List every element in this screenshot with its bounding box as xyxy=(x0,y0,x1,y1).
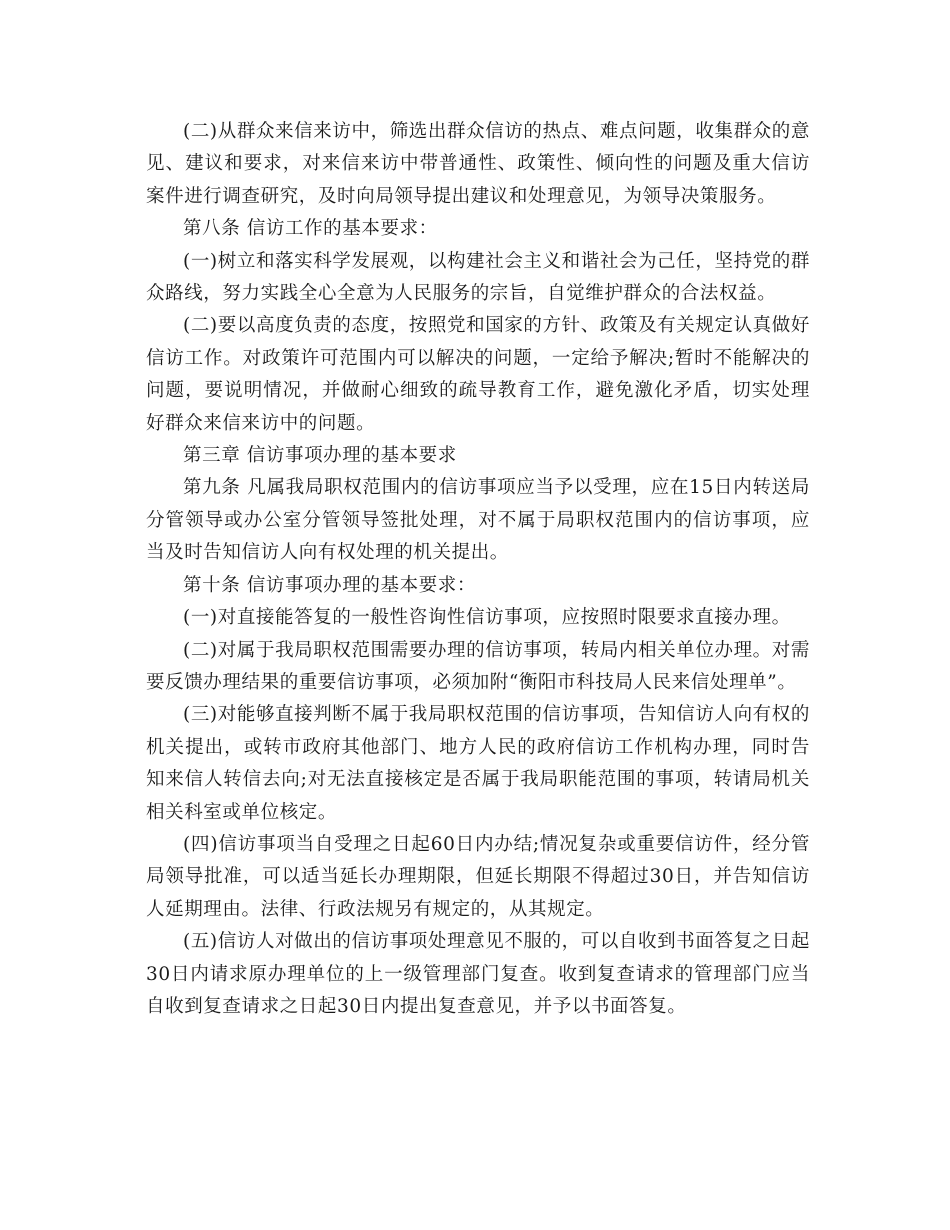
chapter-3-heading: 第三章 信访事项办理的基本要求 xyxy=(183,445,457,467)
article-10-item-2: (二)对属于我局职权范围需要办理的信访事项，转局内相关单位办理。对需要反馈办理结果的重要信访事项，必须加附“衡阳市科技局人民来信处理单”。 xyxy=(146,639,810,693)
paragraph-item-2-b: (二)要以高度负责的态度，按照党和国家的方针、政策及有关规定认真做好信访工作。对政策许可范围内可以解决的问题，一定给予解决;暂时不能解决的问题，要说明情况，并做耐心细致的疏导教育工作，避免激化矛盾，切实处理好群众来信来访中的问题。 xyxy=(146,315,810,434)
article-9-paragraph: 第九条 凡属我局职权范围内的信访事项应当予以受理，应在15日内转送局分管领导或办公室分管领导签批处理，对不属于局职权范围内的信访事项，应当及时告知信访人向有权处理的机关提出。 xyxy=(146,477,810,564)
article-10-item-4: (四)信访事项当自受理之日起60日内办结;情况复杂或重要信访件，经分管局领导批准，可以适当延长办理期限，但延长期限不得超过30日，并告知信访人延期理由。法律、行政法规另有规定的，从其规定。 xyxy=(146,833,810,920)
article-10-item-3: (三)对能够直接判断不属于我局职权范围的信访事项，告知信访人向有权的机关提出，或转市政府其他部门、地方人民的政府信访工作机构办理，同时告知来信人转信去向;对无法直接核定是否属于我局职能范围的事项，转请局机关相关科室或单位核定。 xyxy=(146,704,810,823)
article-10-item-1: (一)对直接能答复的一般性咨询性信访事项，应按照时限要求直接办理。 xyxy=(183,607,791,629)
paragraph-item-2: (二)从群众来信来访中，筛选出群众信访的热点、难点问题，收集群众的意见、建议和要求，对来信来访中带普通性、政策性、倾向性的问题及重大信访案件进行调查研究，及时向局领导提出建议和处理意见，为领导决策服务。 xyxy=(146,121,810,207)
document-body xyxy=(146,116,810,1023)
article-8-heading: 第八条 信访工作的基本要求： xyxy=(183,218,438,240)
paragraph-item-1: (一)树立和落实科学发展观，以构建社会主义和谐社会为己任，坚持党的群众路线，努力实践全心全意为人民服务的宗旨，自觉维护群众的合法权益。 xyxy=(146,250,810,305)
article-10-heading: 第十条 信访事项办理的基本要求： xyxy=(183,574,476,596)
article-10-item-5: (五)信访人对做出的信访事项处理意见不服的，可以自收到书面答复之日起30日内请求原办理单位的上一级管理部门复查。收到复查请求的管理部门应当自收到复查请求之日起30日内提出复查意见，并予以书面答复。 xyxy=(146,931,810,1017)
